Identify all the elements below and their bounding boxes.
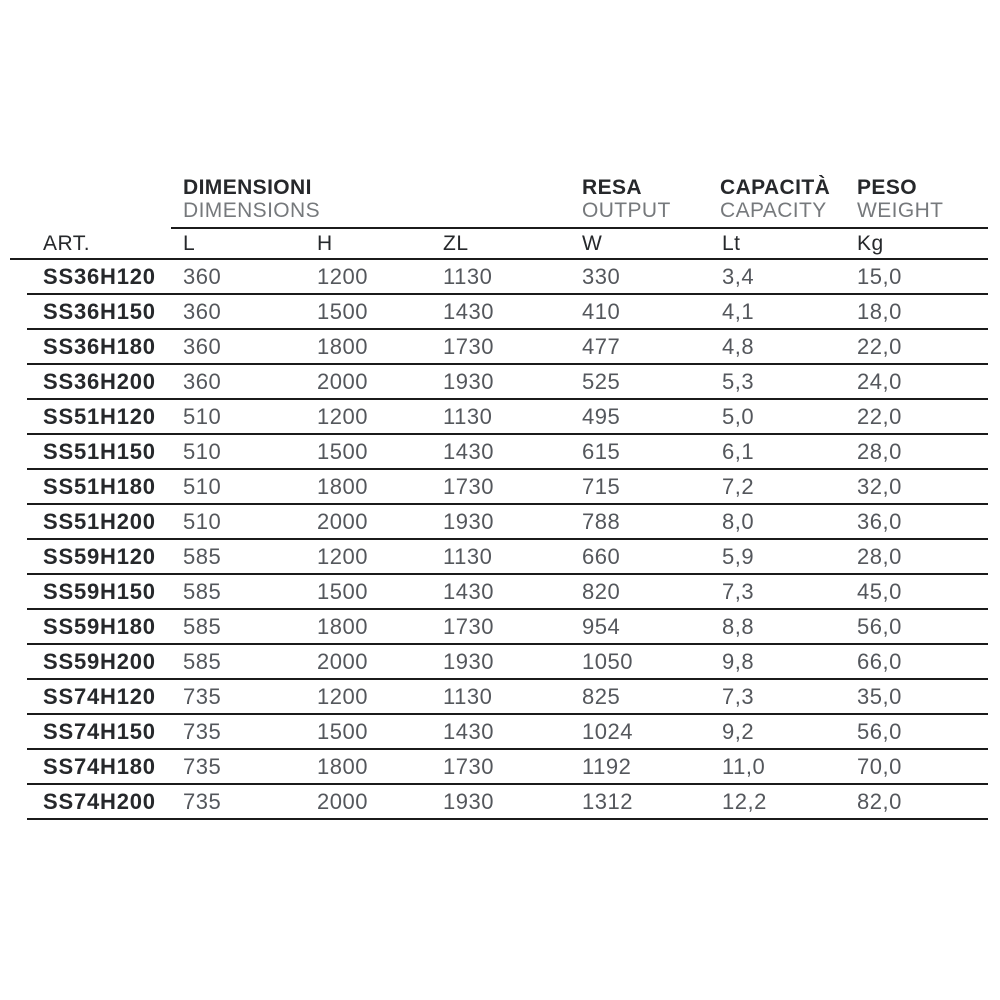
cell-kg: 32,0 <box>857 474 902 499</box>
cell-w: 1312 <box>582 789 633 814</box>
cell-lt: 6,1 <box>722 439 755 464</box>
cell-lt: 5,9 <box>722 544 755 569</box>
group-header-weight-en: WEIGHT <box>857 199 944 222</box>
cell-lt: 8,0 <box>722 509 755 534</box>
art-code: SS36H200 <box>43 369 156 394</box>
cell-h: 2000 <box>317 369 368 394</box>
cell-zl: 1430 <box>443 579 494 604</box>
group-header-weight <box>857 176 943 222</box>
cell-kg: 70,0 <box>857 754 902 779</box>
group-header-rule <box>171 227 988 229</box>
cell-h: 1500 <box>317 579 368 604</box>
art-code: SS36H120 <box>43 264 156 289</box>
cell-lt: 5,3 <box>722 369 755 394</box>
cell-zl: 1930 <box>443 369 494 394</box>
cell-l: 735 <box>183 754 222 779</box>
cell-lt: 7,3 <box>722 684 755 709</box>
column-header-zl: ZL <box>443 232 469 255</box>
cell-kg: 82,0 <box>857 789 902 814</box>
table-row <box>10 435 988 470</box>
cell-lt: 7,2 <box>722 474 755 499</box>
cell-lt: 8,8 <box>722 614 755 639</box>
cell-zl: 1430 <box>443 299 494 324</box>
cell-w: 477 <box>582 334 621 359</box>
table-row <box>10 645 988 680</box>
column-header-lt: Lt <box>722 232 741 255</box>
column-header-row <box>10 230 988 258</box>
cell-l: 360 <box>183 264 222 289</box>
cell-l: 735 <box>183 719 222 744</box>
art-code: SS74H180 <box>43 754 156 779</box>
cell-zl: 1430 <box>443 439 494 464</box>
group-header-dimensions <box>183 176 320 222</box>
cell-kg: 22,0 <box>857 334 902 359</box>
cell-h: 2000 <box>317 649 368 674</box>
table-row <box>10 715 988 750</box>
cell-zl: 1930 <box>443 509 494 534</box>
group-header-dimensions-it: DIMENSIONI <box>183 176 312 199</box>
cell-zl: 1130 <box>443 544 493 569</box>
cell-h: 1800 <box>317 474 368 499</box>
cell-w: 788 <box>582 509 621 534</box>
table-row <box>10 540 988 575</box>
cell-zl: 1730 <box>443 474 494 499</box>
art-code: SS51H120 <box>43 404 156 429</box>
cell-w: 1192 <box>582 754 632 779</box>
art-code: SS51H200 <box>43 509 156 534</box>
art-code: SS74H150 <box>43 719 156 744</box>
column-header-art: ART. <box>43 232 91 255</box>
cell-w: 525 <box>582 369 621 394</box>
cell-l: 735 <box>183 684 222 709</box>
cell-w: 615 <box>582 439 621 464</box>
cell-lt: 12,2 <box>722 789 767 814</box>
column-header-w: W <box>582 232 603 255</box>
cell-kg: 15,0 <box>857 264 902 289</box>
group-header-output-it: RESA <box>582 176 642 199</box>
cell-l: 360 <box>183 369 222 394</box>
art-code: SS74H120 <box>43 684 156 709</box>
cell-lt: 4,8 <box>722 334 755 359</box>
art-code: SS59H150 <box>43 579 156 604</box>
cell-lt: 11,0 <box>722 754 766 779</box>
cell-kg: 24,0 <box>857 369 902 394</box>
cell-lt: 7,3 <box>722 579 755 604</box>
art-code: SS59H200 <box>43 649 156 674</box>
cell-kg: 45,0 <box>857 579 902 604</box>
cell-lt: 4,1 <box>722 299 755 324</box>
art-code: SS36H180 <box>43 334 156 359</box>
cell-h: 2000 <box>317 789 368 814</box>
group-header-output <box>582 176 671 222</box>
cell-kg: 28,0 <box>857 544 902 569</box>
cell-l: 510 <box>183 439 222 464</box>
cell-zl: 1930 <box>443 789 494 814</box>
cell-h: 1800 <box>317 614 368 639</box>
cell-w: 410 <box>582 299 621 324</box>
cell-w: 1024 <box>582 719 633 744</box>
cell-w: 1050 <box>582 649 633 674</box>
group-header-capacity-en: CAPACITY <box>720 199 827 222</box>
cell-h: 1200 <box>317 684 368 709</box>
cell-kg: 56,0 <box>857 614 902 639</box>
table-row <box>10 575 988 610</box>
cell-h: 1200 <box>317 404 368 429</box>
cell-l: 585 <box>183 649 222 674</box>
cell-h: 1200 <box>317 264 368 289</box>
cell-w: 954 <box>582 614 621 639</box>
cell-w: 825 <box>582 684 621 709</box>
cell-l: 510 <box>183 474 222 499</box>
cell-zl: 1130 <box>443 264 493 289</box>
cell-w: 330 <box>582 264 621 289</box>
cell-lt: 3,4 <box>722 264 755 289</box>
column-header-h: H <box>317 232 333 255</box>
cell-kg: 35,0 <box>857 684 902 709</box>
table-row <box>10 470 988 505</box>
cell-zl: 1430 <box>443 719 494 744</box>
cell-h: 2000 <box>317 509 368 534</box>
cell-kg: 28,0 <box>857 439 902 464</box>
art-code: SS36H150 <box>43 299 156 324</box>
cell-l: 360 <box>183 299 222 324</box>
cell-lt: 9,8 <box>722 649 755 674</box>
cell-h: 1800 <box>317 754 368 779</box>
cell-kg: 66,0 <box>857 649 902 674</box>
cell-l: 585 <box>183 544 222 569</box>
cell-zl: 1130 <box>443 404 493 429</box>
product-spec-table <box>10 176 988 822</box>
cell-l: 360 <box>183 334 222 359</box>
cell-w: 495 <box>582 404 621 429</box>
group-header-weight-it: PESO <box>857 176 917 199</box>
group-header-capacity <box>720 176 830 222</box>
table-row <box>10 750 988 785</box>
cell-zl: 1730 <box>443 614 494 639</box>
cell-zl: 1930 <box>443 649 494 674</box>
art-code: SS74H200 <box>43 789 156 814</box>
cell-l: 585 <box>183 579 222 604</box>
table-row <box>10 680 988 715</box>
cell-l: 735 <box>183 789 222 814</box>
group-header-dimensions-en: DIMENSIONS <box>183 199 321 222</box>
art-code: SS59H180 <box>43 614 156 639</box>
cell-h: 1500 <box>317 299 368 324</box>
art-code: SS59H120 <box>43 544 156 569</box>
table-rows <box>10 260 988 820</box>
cell-kg: 18,0 <box>857 299 902 324</box>
table-row <box>10 365 988 400</box>
cell-h: 1200 <box>317 544 368 569</box>
cell-w: 660 <box>582 544 621 569</box>
column-header-kg: Kg <box>857 232 884 255</box>
table-row <box>10 295 988 330</box>
group-header-capacity-it: CAPACITÀ <box>720 176 831 199</box>
cell-h: 1500 <box>317 719 368 744</box>
table-row <box>10 330 988 365</box>
cell-zl: 1730 <box>443 754 494 779</box>
table-row <box>10 505 988 540</box>
table-row <box>10 785 988 820</box>
art-code: SS51H180 <box>43 474 156 499</box>
table-row <box>10 260 988 295</box>
cell-lt: 5,0 <box>722 404 755 429</box>
table-row <box>10 610 988 645</box>
cell-lt: 9,2 <box>722 719 755 744</box>
cell-zl: 1130 <box>443 684 493 709</box>
column-header-l: L <box>183 232 196 255</box>
cell-w: 715 <box>582 474 621 499</box>
cell-h: 1500 <box>317 439 368 464</box>
cell-l: 510 <box>183 509 222 534</box>
cell-kg: 56,0 <box>857 719 902 744</box>
cell-l: 585 <box>183 614 222 639</box>
table-row <box>10 400 988 435</box>
cell-h: 1800 <box>317 334 368 359</box>
cell-kg: 36,0 <box>857 509 902 534</box>
cell-w: 820 <box>582 579 621 604</box>
group-header-output-en: OUTPUT <box>582 199 671 222</box>
cell-l: 510 <box>183 404 222 429</box>
cell-zl: 1730 <box>443 334 494 359</box>
art-code: SS51H150 <box>43 439 156 464</box>
cell-kg: 22,0 <box>857 404 902 429</box>
